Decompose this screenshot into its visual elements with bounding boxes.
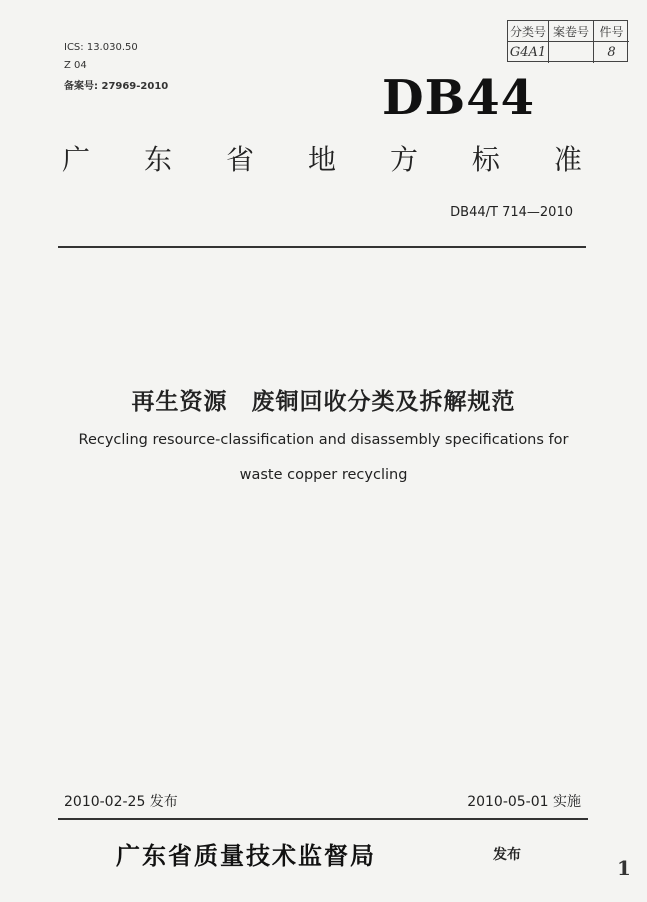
stamp-header-file: 案卷号 [549, 21, 594, 42]
ics-code: ICS: 13.030.50 [64, 42, 138, 53]
standard-type-char: 地 [307, 143, 336, 176]
classification-stamp [507, 20, 628, 62]
stamp-value-file [549, 42, 594, 63]
standard-type-char: 标 [471, 143, 500, 176]
z-code: Z 04 [64, 60, 87, 71]
standard-number: DB44/T 714—2010 [450, 205, 573, 220]
standard-type [62, 138, 582, 178]
document-title-en-line1: Recycling resource-classification and disassembly specifications for [78, 432, 569, 448]
issuing-authority: 广东省质量技术监督局 [116, 841, 376, 870]
standard-type-char: 省 [225, 143, 254, 176]
footer-divider [58, 818, 588, 820]
stamp-header-category: 分类号 [508, 21, 549, 42]
standard-type-char: 东 [143, 143, 172, 176]
header-divider [58, 246, 586, 248]
standard-type-char: 准 [553, 143, 582, 176]
standard-type-char: 广 [62, 143, 91, 176]
stamp-value-item: 8 [607, 45, 616, 60]
document-title-cn: 再生资源 废铜回收分类及拆解规范 [131, 389, 516, 415]
record-number: 备案号: 27969-2010 [64, 81, 169, 92]
document-title-en-line2: waste copper recycling [239, 467, 408, 483]
stamp-value-category: G4A1 [508, 42, 549, 63]
issue-date: 2010-02-25 发布 [64, 794, 178, 810]
issuer-suffix: 发布 [493, 847, 521, 863]
page-number: 1 [617, 856, 631, 880]
stamp-header-item: 件号 [594, 21, 629, 42]
standard-code: DB44 [382, 70, 535, 126]
standard-type-char: 方 [389, 143, 418, 176]
implementation-date: 2010-05-01 实施 [467, 794, 581, 810]
